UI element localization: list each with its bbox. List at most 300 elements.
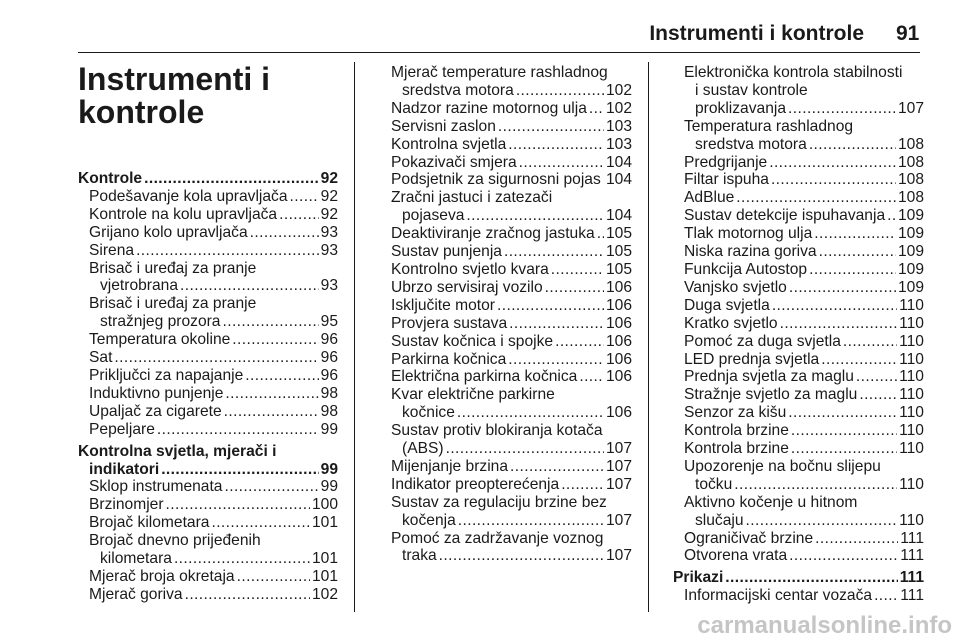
toc-entry-line <box>391 512 632 530</box>
toc-page-number: 93 <box>320 223 338 241</box>
toc-entry-text: točku <box>695 475 733 493</box>
toc-entry-line <box>391 118 632 136</box>
toc-entry[interactable] <box>78 421 338 439</box>
dot-leader <box>174 550 310 568</box>
toc-entry-text: Sklop instrumenata <box>89 478 223 496</box>
toc-entry-line <box>391 261 632 279</box>
toc-entry-line <box>684 279 924 297</box>
toc-entry-line <box>684 386 924 404</box>
toc-entry-line <box>89 206 338 224</box>
toc-page-number: 110 <box>899 368 924 386</box>
toc-entry-text: Grijano kolo upravljača <box>89 223 248 241</box>
toc-entry-text: slučaju <box>695 511 744 529</box>
toc-entry-text: Kontrole <box>78 170 143 187</box>
toc-entry[interactable] <box>673 118 924 154</box>
toc-page-number: 93 <box>320 241 338 259</box>
toc-entry[interactable] <box>673 207 924 225</box>
toc-entry[interactable] <box>78 331 338 349</box>
toc-entry-text: Kratko svjetlo <box>684 314 778 332</box>
toc-entry[interactable] <box>380 261 632 279</box>
toc-entry-line <box>78 170 338 188</box>
toc-entry-line <box>391 315 632 333</box>
toc-entry-line <box>391 279 632 297</box>
toc-entry[interactable] <box>673 279 924 297</box>
toc-entry-line <box>89 242 338 260</box>
toc-page-number: 105 <box>605 260 632 278</box>
toc-page-number: 107 <box>897 99 924 117</box>
toc-entry[interactable] <box>673 189 924 207</box>
toc-entry[interactable] <box>673 404 924 422</box>
toc-entry-line <box>89 568 338 586</box>
dot-leader <box>224 403 319 421</box>
toc-page-number: 106 <box>605 296 632 314</box>
toc-entry[interactable] <box>673 333 924 351</box>
toc-entry-line <box>684 368 924 386</box>
toc-entry-text: Temperatura rashladnog <box>684 117 854 135</box>
toc-page-number: 92 <box>320 205 338 223</box>
column-divider-2 <box>648 62 649 612</box>
dot-leader <box>545 279 604 297</box>
toc-page-number: 107 <box>605 547 632 565</box>
toc-entry-text: Ograničivač brzine <box>684 529 814 547</box>
toc-entry-text: Kontrola brzine <box>684 422 789 440</box>
toc-entry[interactable] <box>673 225 924 243</box>
toc-entry[interactable] <box>78 443 338 479</box>
toc-entry-text: AdBlue <box>684 189 735 207</box>
dot-leader <box>232 331 318 349</box>
toc-entry[interactable] <box>78 224 338 242</box>
dot-leader <box>237 568 310 586</box>
toc-entry-line <box>684 587 924 605</box>
toc-page-number: 99 <box>320 420 338 438</box>
dot-leader <box>222 313 318 331</box>
toc-entry[interactable] <box>380 171 632 189</box>
toc-page-number: 110 <box>899 350 924 368</box>
toc-entry-line <box>391 547 632 565</box>
toc-page-number: 100 <box>311 496 338 514</box>
toc-entry-text: Pepeljare <box>89 420 155 438</box>
toc-entry[interactable] <box>673 297 924 315</box>
dot-leader <box>856 368 897 386</box>
toc-entry[interactable] <box>673 386 924 404</box>
toc-entry[interactable] <box>380 118 632 136</box>
toc-entry[interactable] <box>673 351 924 369</box>
toc-entry-line <box>391 207 632 225</box>
toc-entry[interactable] <box>78 206 338 224</box>
dot-leader <box>510 458 604 476</box>
dot-leader <box>771 171 896 189</box>
toc-entry-line <box>89 421 338 439</box>
toc-entry-line <box>89 331 338 349</box>
toc-entry[interactable] <box>380 351 632 369</box>
toc-entry[interactable] <box>380 476 632 494</box>
dot-leader <box>497 297 604 315</box>
toc-entry[interactable] <box>673 530 924 548</box>
toc-entry[interactable] <box>380 297 632 315</box>
toc-page-number: 101 <box>311 567 338 585</box>
toc-entry-text: proklizavanja <box>695 99 787 117</box>
toc-entry[interactable] <box>380 530 632 566</box>
toc-entry-line <box>89 349 338 367</box>
toc-entry-line <box>684 404 924 422</box>
toc-entry[interactable] <box>673 315 924 333</box>
watermark: carmanualsonline.info <box>697 612 952 639</box>
dot-leader <box>597 225 604 243</box>
toc-page-number: 111 <box>900 587 924 605</box>
dot-leader <box>290 188 319 206</box>
toc-entry-text: Pomoć za zadržavanje voznog <box>391 529 604 547</box>
toc-page-number: 110 <box>899 440 924 458</box>
toc-entry-text: Brojač kilometara <box>89 514 210 532</box>
toc-page-number: 108 <box>897 135 924 153</box>
toc-entry-line <box>89 478 338 496</box>
toc-page-number: 110 <box>899 422 924 440</box>
toc-entry-line <box>684 297 924 315</box>
column-divider-1 <box>354 62 355 612</box>
toc-entry-line <box>391 225 632 243</box>
toc-page-number: 108 <box>897 171 924 189</box>
toc-entry-text: stražnjeg prozora <box>100 313 221 331</box>
toc-entry-line <box>391 243 632 261</box>
dot-leader <box>466 207 604 225</box>
running-header-title: Instrumenti i kontrole <box>649 22 864 45</box>
toc-entry-text: Deaktiviranje zračnog jastuka <box>391 225 595 243</box>
toc-page-number: 106 <box>605 332 632 350</box>
toc-entry-line <box>684 440 924 458</box>
toc-entry-line <box>89 403 338 421</box>
toc-entry[interactable] <box>78 260 338 296</box>
toc-page-number: 110 <box>899 511 924 529</box>
toc-entry[interactable] <box>673 243 924 261</box>
toc-entry[interactable] <box>673 64 924 118</box>
dot-leader <box>789 547 898 565</box>
toc-entry-text: Pomoć za duga svjetla <box>684 332 841 350</box>
toc-page-number: 99 <box>320 460 338 478</box>
toc-entry-line <box>391 297 632 315</box>
dot-leader <box>814 225 896 243</box>
toc-entry-line <box>391 440 632 458</box>
toc-entry-text: Kontrolna svjetla, mjerači i <box>78 442 277 460</box>
toc-entry-text: Mjerač broja okretaja <box>89 567 235 585</box>
dot-leader <box>780 315 898 333</box>
toc-entry-text: Ubrzo servisiraj vozilo <box>391 278 543 296</box>
toc-entry[interactable] <box>673 458 924 494</box>
dot-leader <box>136 242 319 260</box>
toc-entry[interactable] <box>78 478 338 496</box>
toc-page-number: 102 <box>605 81 632 99</box>
toc-entry[interactable] <box>380 154 632 172</box>
toc-entry[interactable] <box>380 458 632 476</box>
dot-leader <box>887 207 896 225</box>
toc-entry[interactable] <box>673 569 924 587</box>
toc-entry-line <box>89 514 338 532</box>
toc-page-number: 108 <box>897 189 924 207</box>
toc-entry-line <box>89 367 338 385</box>
toc-page-number: 109 <box>897 225 924 243</box>
toc-entry-text: Sat <box>89 349 113 367</box>
toc-entry-text: Sustav punjenja <box>391 243 502 261</box>
header-rule <box>78 52 920 53</box>
dot-leader <box>561 476 604 494</box>
toc-page-number: 108 <box>897 153 924 171</box>
dot-leader <box>157 421 319 439</box>
toc-entry-line <box>684 189 924 207</box>
toc-entry-text: Otvorena vrata <box>684 547 788 565</box>
toc-entry[interactable] <box>380 100 632 118</box>
toc-entry-text: kočenja <box>402 511 456 529</box>
toc-entry-line <box>391 368 632 386</box>
dot-leader <box>279 206 319 224</box>
toc-entry-line <box>684 243 924 261</box>
dot-leader <box>446 440 604 458</box>
toc-entry-line <box>684 100 924 118</box>
toc-page-number: 92 <box>320 170 338 187</box>
page-header <box>0 0 960 56</box>
toc-entry-line <box>89 550 338 568</box>
toc-entry-line <box>684 136 924 154</box>
toc-entry-text: Mjerač goriva <box>89 585 183 603</box>
toc-page-number: 110 <box>899 475 924 493</box>
chapter-title-line: kontrole <box>78 94 205 130</box>
toc-entry-text: Zračni jastuci i zatezači <box>391 189 553 207</box>
toc-entry-text: Elektronička kontrola stabilnosti <box>684 64 903 81</box>
toc-entry-line <box>684 207 924 225</box>
toc-entry-text: sredstva motora <box>695 135 807 153</box>
toc-page-number: 102 <box>605 99 632 117</box>
toc-entry[interactable] <box>78 514 338 532</box>
toc-entry[interactable] <box>78 385 338 403</box>
toc-entry-text: vjetrobrana <box>100 277 179 295</box>
toc-entry-text: Stražnje svjetlo za maglu <box>684 386 858 404</box>
toc-entry-text: Tlak motornog ulja <box>684 225 813 243</box>
toc-page-number: 104 <box>605 207 632 225</box>
dot-leader <box>734 476 897 494</box>
toc-entry-text: Informacijski centar vozača <box>684 587 873 605</box>
toc-entry[interactable] <box>78 568 338 586</box>
toc-entry[interactable] <box>673 154 924 172</box>
toc-entry[interactable] <box>380 315 632 333</box>
toc-entry-line <box>391 100 632 118</box>
toc-page-number: 92 <box>320 187 338 205</box>
toc-page-number: 106 <box>605 368 632 386</box>
toc-entry[interactable] <box>78 532 338 568</box>
toc-entry-text: Indikator preopterećenja <box>391 475 560 493</box>
dot-leader <box>509 315 604 333</box>
toc-entry-text: kilometara <box>100 550 172 568</box>
dot-leader <box>508 351 604 369</box>
toc-entry[interactable] <box>673 494 924 530</box>
toc-entry-line <box>89 277 338 295</box>
toc-entry-text: Duga svjetla <box>684 296 770 314</box>
toc-page-number: 107 <box>605 440 632 458</box>
toc-entry-line <box>684 530 924 548</box>
dot-leader <box>791 422 897 440</box>
toc-entry-text: Podešavanje kola upravljača <box>89 187 288 205</box>
dot-leader <box>809 261 896 279</box>
toc-page-number: 110 <box>899 332 924 350</box>
toc-entry-text: Kontrola brzine <box>684 440 789 458</box>
toc-entry-text: Kontrolno svjetlo kvara <box>391 260 549 278</box>
dot-leader <box>579 368 604 386</box>
dot-leader <box>185 586 310 604</box>
toc-entry-text: Parkirna kočnica <box>391 350 507 368</box>
toc-entry[interactable] <box>673 547 924 565</box>
toc-entry[interactable] <box>78 170 338 188</box>
toc-page-number: 102 <box>311 585 338 603</box>
toc-entry[interactable] <box>380 279 632 297</box>
toc-entry[interactable] <box>673 171 924 189</box>
dot-leader <box>843 333 897 351</box>
toc-entry[interactable] <box>78 349 338 367</box>
dot-leader <box>772 297 897 315</box>
toc-entry-text: Brisač i uređaj za pranje <box>89 295 257 313</box>
dot-leader <box>224 478 318 496</box>
toc-entry[interactable] <box>78 403 338 421</box>
chapter-title-line: Instrumenti i <box>78 61 271 97</box>
toc-entry-line <box>89 496 338 514</box>
toc-entry-text: Priključci za napajanje <box>89 366 244 384</box>
toc-entry[interactable] <box>78 188 338 206</box>
toc-entry-text: Brojač dnevno prijeđenih <box>89 532 261 550</box>
page-number: 91 <box>896 22 920 45</box>
dot-leader <box>114 349 318 367</box>
toc-page-number: 98 <box>320 402 338 420</box>
toc-page-number: 96 <box>320 331 338 349</box>
toc-page-number: 109 <box>897 207 924 225</box>
toc-entry-text: Nadzor razine motornog ulja <box>391 99 587 117</box>
toc-entry-line <box>684 225 924 243</box>
dot-leader <box>519 154 604 172</box>
toc-entry-text: Filtar ispuha <box>684 171 769 189</box>
toc-entry-text: indikatori <box>89 460 160 478</box>
dot-leader <box>859 386 897 404</box>
toc-entry[interactable] <box>78 496 338 514</box>
toc-entry[interactable] <box>380 494 632 530</box>
toc-entry-line <box>684 512 924 530</box>
toc-entry-line <box>391 154 632 172</box>
dot-leader <box>791 440 897 458</box>
toc-page-number: 105 <box>605 225 632 243</box>
toc-entry-line <box>684 154 924 172</box>
toc-page-number: 109 <box>897 278 924 296</box>
toc-entry[interactable] <box>78 242 338 260</box>
toc-column-2 <box>380 64 632 565</box>
toc-entry-line <box>391 404 632 422</box>
toc-entry-text: Kontrolna svjetla <box>391 135 507 153</box>
dot-leader <box>815 530 898 548</box>
toc-entry-text: Kontrole na kolu upravljača <box>89 205 278 223</box>
dot-leader <box>516 82 604 100</box>
toc-entry-text: i sustav kontrole <box>695 81 808 99</box>
toc-entry[interactable] <box>673 261 924 279</box>
dot-leader <box>225 385 318 403</box>
toc-page-number: 109 <box>897 260 924 278</box>
toc-entry[interactable] <box>380 422 632 458</box>
toc-page-number: 105 <box>605 243 632 261</box>
toc-entry[interactable] <box>673 368 924 386</box>
toc-entry-text: sredstva motora <box>402 81 514 99</box>
toc-page-number: 103 <box>605 135 632 153</box>
dot-leader <box>809 136 896 154</box>
toc-page-number: 109 <box>897 243 924 261</box>
dot-leader <box>551 261 604 279</box>
toc-entry-line <box>684 171 924 189</box>
toc-entry[interactable] <box>673 440 924 458</box>
toc-entry[interactable] <box>380 189 632 225</box>
toc-entry-text: Mjerač temperature rashladnog <box>391 64 608 81</box>
toc-entry[interactable] <box>380 368 632 386</box>
toc-entry-text: Kvar električne parkirne <box>391 386 555 404</box>
toc-entry-text: (ABS) <box>402 440 444 458</box>
toc-entry[interactable] <box>380 333 632 351</box>
toc-entry[interactable] <box>673 587 924 605</box>
dot-leader <box>504 243 604 261</box>
toc-entry-text: Funkcija Autostop <box>684 260 808 278</box>
toc-entry-text: Provjera sustava <box>391 314 508 332</box>
toc-entry-line <box>89 586 338 604</box>
dot-leader <box>555 333 604 351</box>
dot-leader <box>769 154 896 172</box>
toc-entry-text: Sustav kočnica i spojke <box>391 332 554 350</box>
toc-entry-line <box>684 476 924 494</box>
toc-entry[interactable] <box>380 64 632 100</box>
dot-leader <box>211 514 310 532</box>
toc-page-number: 107 <box>605 511 632 529</box>
toc-entry-text: Sustav za regulaciju brzine bez <box>391 493 607 511</box>
toc-page-number: 99 <box>320 478 338 496</box>
toc-entry-line <box>391 476 632 494</box>
dot-leader <box>821 351 897 369</box>
toc-entry-text: Vanjsko svjetlo <box>684 278 787 296</box>
dot-leader <box>603 171 604 189</box>
toc-entry-line <box>391 458 632 476</box>
toc-page-number: 96 <box>320 366 338 384</box>
dot-leader <box>457 404 604 422</box>
toc-page-number: 101 <box>311 514 338 532</box>
toc-entry-text: kočnice <box>402 404 455 422</box>
toc-entry-text: Induktivno punjenje <box>89 384 224 402</box>
dot-leader <box>874 587 898 605</box>
toc-entry-line <box>684 351 924 369</box>
toc-entry-line <box>78 461 338 479</box>
toc-entry-text: traka <box>402 547 437 565</box>
toc-entry-line <box>684 315 924 333</box>
dot-leader <box>250 224 319 242</box>
dot-leader <box>589 100 604 118</box>
toc-entry[interactable] <box>673 422 924 440</box>
toc-entry-text: Brzinomjer <box>89 496 164 514</box>
dot-leader <box>161 461 318 479</box>
toc-entry[interactable] <box>380 136 632 154</box>
toc-entry-line <box>684 333 924 351</box>
toc-entry[interactable] <box>380 225 632 243</box>
toc-page-number: 95 <box>320 313 338 331</box>
toc-entry[interactable] <box>78 295 338 331</box>
toc-entry[interactable] <box>380 243 632 261</box>
toc-entry-line <box>673 569 924 587</box>
toc-entry-text: Upozorenje na bočnu slijepu <box>684 457 881 475</box>
toc-entry-text: Isključite motor <box>391 296 495 314</box>
toc-page-number: 110 <box>899 404 924 422</box>
toc-entry-text: Aktivno kočenje u hitnom <box>684 493 858 511</box>
toc-entry[interactable] <box>380 386 632 422</box>
dot-leader <box>788 404 897 422</box>
toc-entry-text: Senzor za kišu <box>684 404 787 422</box>
toc-entry-text: Sustav protiv blokiranja kotača <box>391 422 603 440</box>
toc-entry[interactable] <box>78 586 338 604</box>
toc-entry[interactable] <box>78 367 338 385</box>
toc-page-number: 96 <box>320 349 338 367</box>
